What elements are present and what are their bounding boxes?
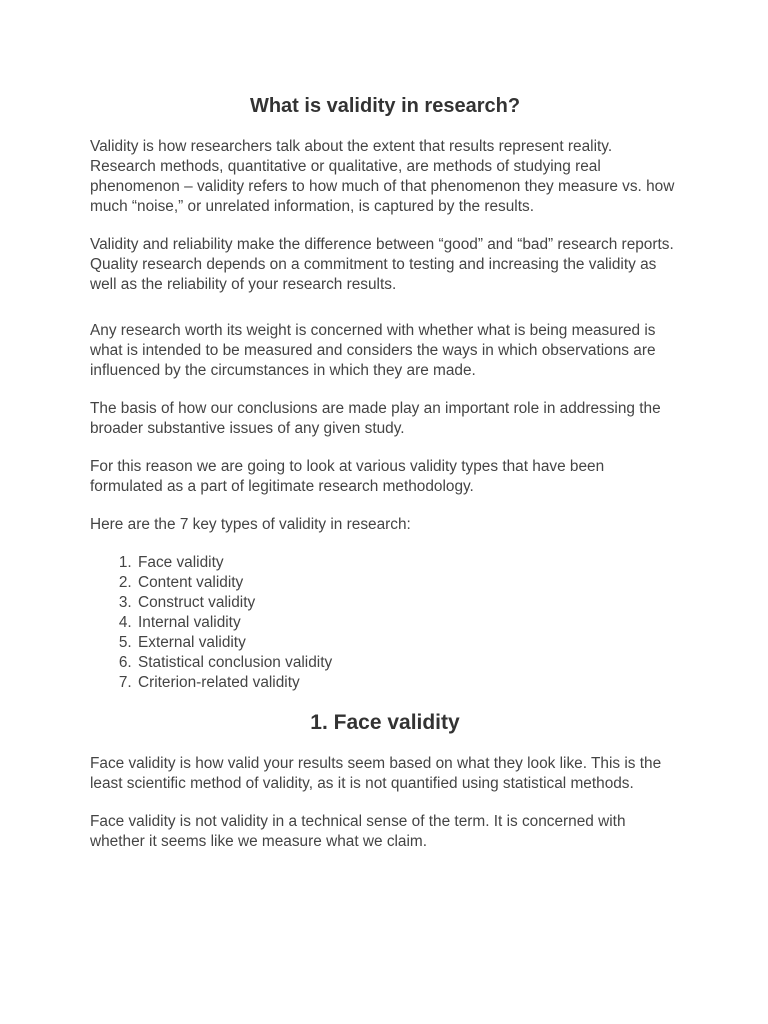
list-item: 6. Statistical conclusion validity [136, 653, 680, 673]
list-item: 2. Content validity [136, 573, 680, 593]
paragraph-conclusions-basis: The basis of how our conclusions are made play an important role in addressing the broader substantive issues of any given study. [90, 400, 661, 437]
paragraph-research-worth: Any research worth its weight is concerned with whether what is being measured is what is intended to be measured and considers the ways in which observations are influenced by the circumstances in which they are made. [90, 322, 656, 379]
paragraph-validity-reliability: Validity and reliability make the difference between “good” and “bad” research reports. Quality research depends on a commitment to testing and increasing the validity as well as the reliability of your research results. [90, 236, 674, 293]
list-item: 4. Internal validity [136, 613, 680, 633]
section-heading-face-validity: 1. Face validity [310, 711, 460, 734]
list-item: 5. External validity [136, 633, 680, 653]
page-title: What is validity in research? [249, 95, 521, 117]
list-item: 1. Face validity [136, 553, 680, 573]
list-item: 7. Criterion-related validity [136, 673, 680, 693]
paragraph-validity-definition: Validity is how researchers talk about the extent that results represent reality. Research methods, quantitative or qualitative, are methods of studying real phenomenon – validity refers to how much of that phenomenon they measure vs. how much “noise,” or unrelated information, is captured by the results. [90, 138, 675, 215]
list-item: 3. Construct validity [136, 593, 680, 613]
paragraph-list-lead: Here are the 7 key types of validity in research: [90, 516, 411, 533]
validity-types-list [90, 553, 680, 693]
paragraph-validity-types-intro: For this reason we are going to look at various validity types that have been formulated as a part of legitimate research methodology. [90, 458, 605, 495]
paragraph-face-validity-definition: Face validity is how valid your results seem based on what they look like. This is the least scientific method of validity, as it is not quantified using statistical methods. [90, 755, 662, 792]
document-page [90, 92, 680, 870]
paragraph-face-validity-technical: Face validity is not validity in a technical sense of the term. It is concerned with whether it seems like we measure what we claim. [90, 813, 626, 850]
